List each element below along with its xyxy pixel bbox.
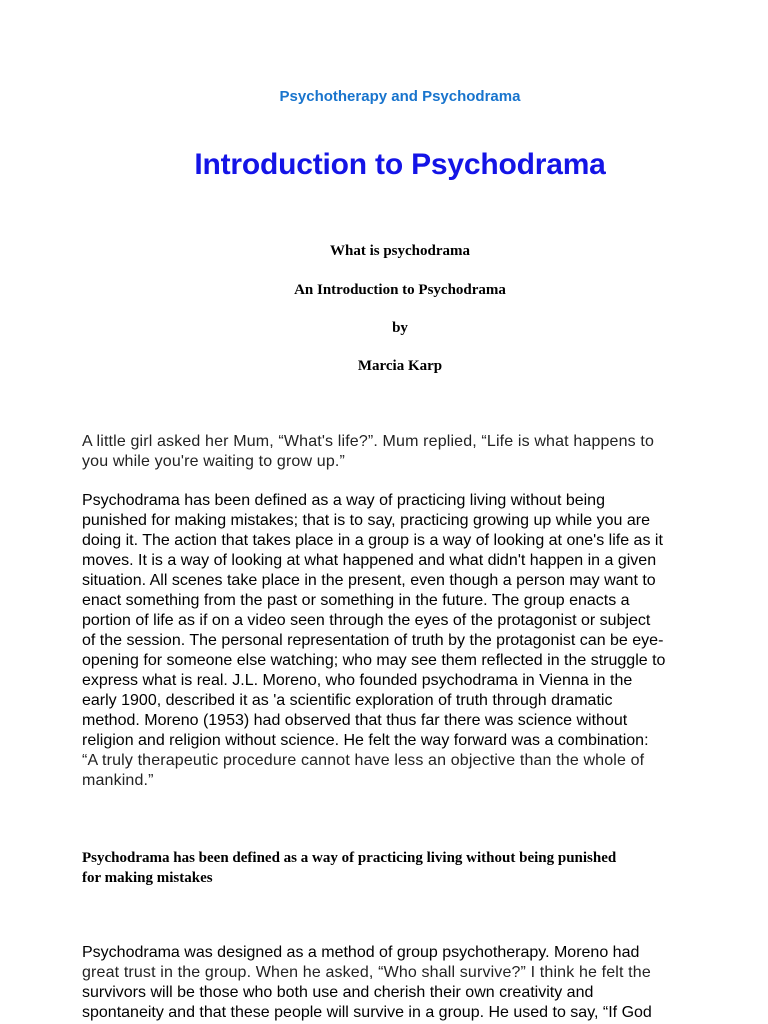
author-name: Marcia Karp xyxy=(357,358,443,374)
by-line: by xyxy=(392,320,408,336)
paragraph-2-line: portion of life as if on a video seen through the eyes of the protagonist or subject xyxy=(82,612,651,629)
paragraph-1 xyxy=(82,432,722,472)
paragraph-2-line: early 1900, described it as 'a scientific exploration of truth through dramatic xyxy=(82,692,613,709)
paragraph-2-line: punished for making mistakes; that is to say, practicing growing up while you are xyxy=(82,512,650,529)
paragraph-3 xyxy=(82,943,722,1023)
paragraph-2-line: method. Moreno (1953) had observed that thus far there was science without xyxy=(82,712,628,729)
paragraph-2-line: doing it. The action that takes place in a group is a way of looking at one's life as it xyxy=(82,532,663,549)
paragraph-3-line: survivors will be those who both use and cherish their own creativity and xyxy=(82,984,594,1001)
paragraph-2-line: “A truly therapeutic procedure cannot have less an objective than the whole of xyxy=(82,752,645,769)
document-subtitle: Psychotherapy and Psychodrama xyxy=(279,88,521,105)
paragraph-2-line: situation. All scenes take place in the present, even though a person may want to xyxy=(82,572,656,589)
paragraph-1-line: you while you're waiting to grow up.” xyxy=(82,453,345,470)
paragraph-2-line: opening for someone else watching; who may see them reflected in the struggle to xyxy=(82,652,666,669)
paragraph-2-line: of the session. The personal representation of truth by the protagonist can be eye- xyxy=(82,632,664,649)
paragraph-3-line: spontaneity and that these people will survive in a group. He used to say, “If God xyxy=(82,1004,652,1021)
pull-quote-line: for making mistakes xyxy=(82,870,213,886)
document-title: Introduction to Psychodrama xyxy=(194,148,606,181)
paragraph-2 xyxy=(82,491,722,791)
pull-quote xyxy=(82,848,722,888)
paragraph-3-line: great trust in the group. When he asked, “Who shall survive?” I think he felt the xyxy=(82,964,651,981)
paragraph-2-line: enact something from the past or something in the future. The group enacts a xyxy=(82,592,630,609)
pull-quote-line: Psychodrama has been defined as a way of practicing living without being punished xyxy=(82,850,617,866)
paragraph-2-line: Psychodrama has been defined as a way of practicing living without being xyxy=(82,492,605,509)
paragraph-1-line: A little girl asked her Mum, “What's life?”. Mum replied, “Life is what happens to xyxy=(82,433,655,450)
paragraph-2-line: moves. It is a way of looking at what happened and what didn't happen in a given xyxy=(82,552,657,569)
an-introduction-heading: An Introduction to Psychodrama xyxy=(294,282,506,298)
paragraph-3-line: Psychodrama was designed as a method of group psychotherapy. Moreno had xyxy=(82,944,640,961)
paragraph-2-line: express what is real. J.L. Moreno, who founded psychodrama in Vienna in the xyxy=(82,672,633,689)
what-is-heading: What is psychodrama xyxy=(329,243,471,259)
paragraph-2-line: mankind.” xyxy=(82,772,154,789)
paragraph-2-line: religion and religion without science. He felt the way forward was a combination: xyxy=(82,732,649,749)
